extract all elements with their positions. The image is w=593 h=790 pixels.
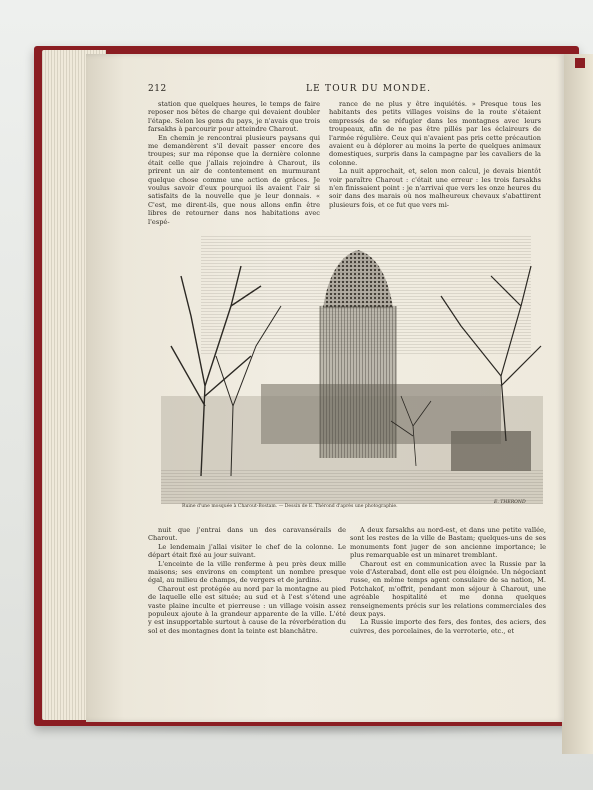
paragraph: rance de ne plus y être inquiétés. » Presque tous les habitants des petits villages voisins de la route s'étaient empressés de se réfugier dans les montagnes avec leurs troupeaux, afin de ne pas être pillés par les éclaireurs de l'armée régulière. Ceux qui n'avaient pas pris cette précaution avaient eu à déplorer au moins la perte de quelques animaux domestiques, surpris dans la campagne par les cavaliers de la colonne. xyxy=(329,100,541,167)
paragraph: nuit que j'entrai dans un des caravansérails de Charout. xyxy=(148,526,346,543)
rubble-ruin xyxy=(451,431,531,471)
artist-signature: E. THEROND xyxy=(494,500,526,505)
column-bottom-right xyxy=(350,526,546,635)
column-top-right xyxy=(329,100,541,209)
right-page-edge xyxy=(562,54,593,754)
running-title: LE TOUR DU MONDE. xyxy=(306,84,432,94)
paragraph: Charout est en communication avec la Russie par la voie d'Asterabad, dont elle est peu éloignée. Un négociant russe, en même temps agent consulaire de sa nation, M. Potchakof, m'offrit, pendant mon séjour à Charout, une agréable hospitalité et me donna quelques renseignements précis sur les relations commerciales des deux pays. xyxy=(350,559,546,619)
open-page xyxy=(86,54,564,722)
paragraph: Le lendemain j'allai visiter le chef de la colonne. Le départ était fixé au jour suivant. xyxy=(148,542,346,560)
paragraph: En chemin je rencontrai plusieurs paysans qui me demandèrent s'il devait passer encore des troupes; sur ma réponse que la dernière colonne était celle que j'allais rejoindre à Charout, ils prirent un air de contentement en murmurant quelque chose comme une action de grâces. Je voulus savoir d'eux pourquoi ils avaient l'air si satisfaits de la nouvelle que je leur donnais. « C'est, me dirent-ils, que nous allons enfin être libres de retourner dans nos habitations avec l'espé- xyxy=(148,133,320,226)
page-header xyxy=(148,84,550,98)
paragraph: La Russie importe des fers, des fontes, des aciers, des cuivres, des porcelaines, de la verroterie, etc., et xyxy=(350,618,546,635)
engraving-illustration xyxy=(161,236,543,504)
paragraph: station que quelques heures, le temps de faire reposer nos bêtes de charge qui devaient doubler l'étape. Selon les gens du pays, je n'avais que trois farsakhs à parcourir pour atteindre Charout. xyxy=(148,100,320,134)
paragraph: Charout est protégée au nord par la montagne au pied de laquelle elle est située; au sud et à l'est s'étend une vaste plaine inculte et pierreuse : un village voisin assez populeux ajoute à la grandeur apparente de la ville. L'été y est insupportable surtout à cause de la réverbération du sol et des montagnes dont la teinte est blanchâtre. xyxy=(148,584,346,635)
cover-corner xyxy=(575,58,585,68)
column-top-left xyxy=(148,100,320,226)
illustration-caption: Ruine d'une mosquée à Charout-Bostam. — Dessin de E. Thérond d'après une photographie. xyxy=(182,504,398,509)
paragraph: La nuit approchait, et, selon mon calcul, je devais bientôt voir paraître Charout : c'était une erreur : les trois farsakhs n'en finissaient point : je n'arrivai que vers les onze heures du soir dans des marais où nos malheureux chevaux s'abattirent plusieurs fois, et ce fut que vers mi- xyxy=(329,167,541,209)
paragraph: L'enceinte de la ville renferme à peu près deux mille maisons; ses environs en comptent un nombre presque égal, au milieu de champs, de vergers et de jardins. xyxy=(148,559,346,585)
column-bottom-left xyxy=(148,526,346,635)
page-number: 212 xyxy=(148,84,167,94)
paragraph: A deux farsakhs au nord-est, et dans une petite vallée, sont les restes de la ville de Bastam; quelques-uns de ses monuments font juger de son ancienne importance; le plus remarquable est un minaret tremblant. xyxy=(350,526,546,560)
